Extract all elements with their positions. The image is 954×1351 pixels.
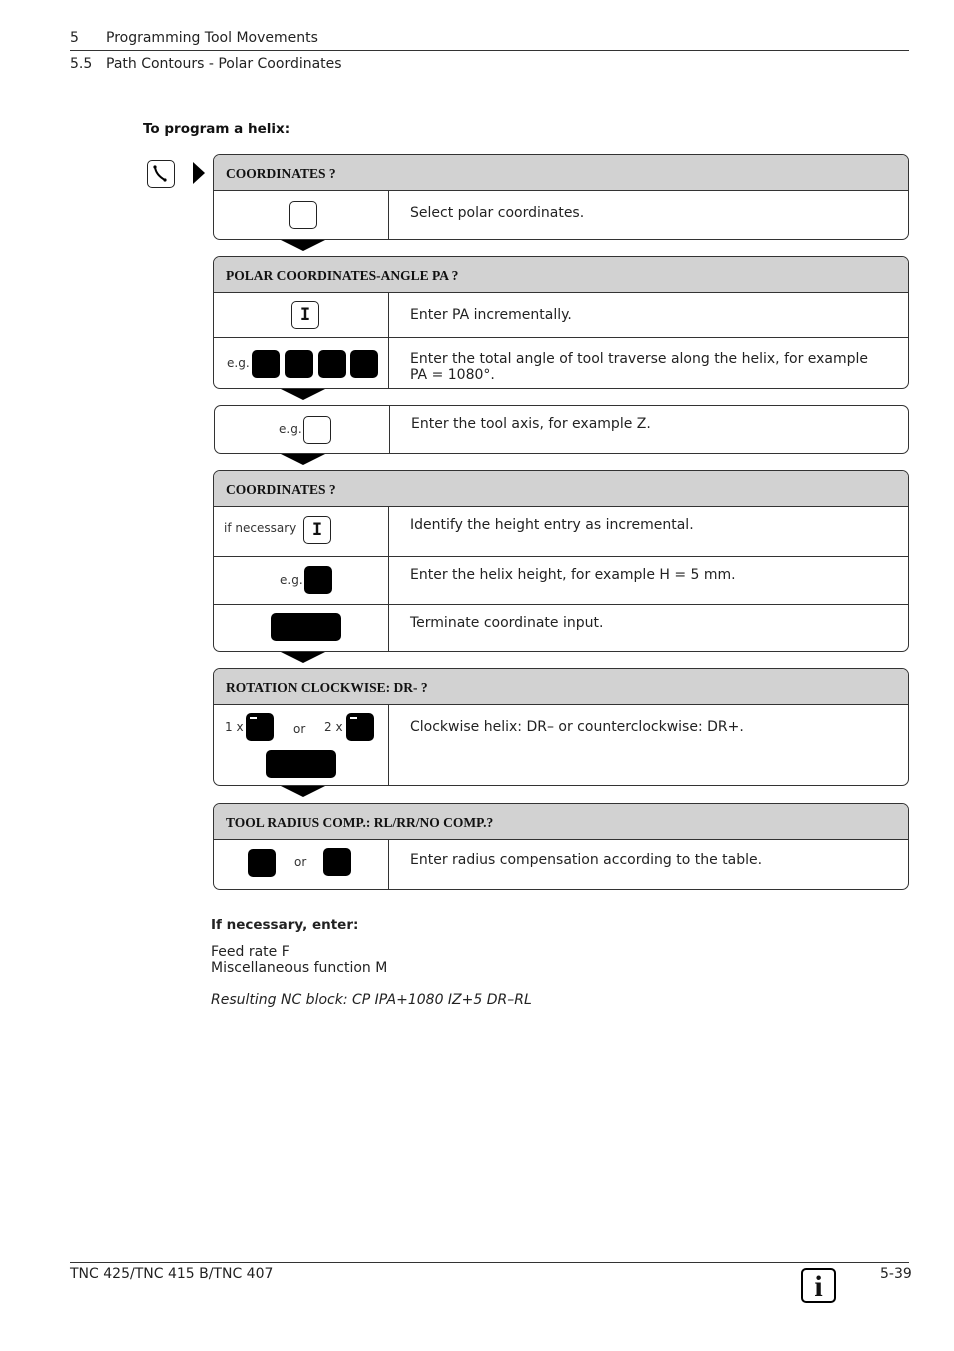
flow-arrow-icon (281, 786, 325, 797)
key-cell (214, 338, 389, 389)
digit-key[interactable] (252, 350, 280, 378)
row-description: Identify the height entry as incremental. (410, 517, 694, 533)
footer-rule (70, 1262, 909, 1263)
dialog-row (214, 337, 908, 389)
key-cell (214, 557, 389, 604)
resulting-nc-block: Resulting NC block: CP IPA+1080 IZ+5 DR–RL (211, 992, 532, 1008)
axis-key[interactable] (303, 416, 331, 444)
dialog-row (215, 406, 908, 453)
twice-label: 2 x (324, 720, 343, 734)
flow-arrow-icon (281, 389, 325, 400)
row-description: Terminate coordinate input. (410, 615, 604, 631)
end-block-key[interactable] (271, 613, 341, 641)
radius-right-key[interactable] (323, 848, 351, 876)
if-necessary-label: if necessary (224, 521, 297, 535)
digit-key[interactable] (350, 350, 378, 378)
eg-label: e.g. (227, 356, 250, 370)
dialog-coordinates-2 (213, 470, 909, 652)
chapter-title: Programming Tool Movements (106, 30, 318, 46)
description-line: PA = 1080°. (410, 367, 495, 383)
intro-heading: To program a helix: (143, 121, 291, 137)
dialog-title: COORDINATES ? (214, 471, 908, 507)
row-description: Enter the tool axis, for example Z. (411, 416, 651, 432)
dialog-title: ROTATION CLOCKWISE: DR- ? (214, 669, 908, 705)
dialog-tool-axis (214, 405, 909, 454)
incremental-key[interactable]: I (303, 516, 331, 544)
dialog-title: TOOL RADIUS COMP.: RL/RR/NO COMP.? (214, 804, 908, 840)
digit-key[interactable] (304, 566, 332, 594)
key-cell (214, 191, 389, 239)
digit-key[interactable] (318, 350, 346, 378)
dialog-row (214, 604, 908, 651)
feed-rate-line: Feed rate F (211, 944, 290, 960)
footer-model: TNC 425/TNC 415 B/TNC 407 (70, 1266, 274, 1282)
row-description: Enter PA incrementally. (410, 307, 572, 323)
header-rule (70, 50, 909, 51)
dialog-title: POLAR COORDINATES-ANGLE PA ? (214, 257, 908, 293)
dialog-row (214, 705, 908, 785)
radius-left-key[interactable] (248, 849, 276, 877)
digit-key[interactable] (285, 350, 313, 378)
info-icon: i (801, 1268, 836, 1303)
dialog-radius-comp (213, 803, 909, 890)
row-description: Enter the helix height, for example H = 5 mm. (410, 567, 736, 583)
dialog-title: COORDINATES ? (214, 155, 908, 191)
chapter-number: 5 (70, 30, 79, 46)
section-title: Path Contours - Polar Coordinates (106, 56, 342, 72)
dialog-row (214, 191, 908, 239)
dialog-coordinates-1 (213, 154, 909, 240)
dialog-row (214, 507, 908, 556)
description-line: Enter the total angle of tool traverse along the helix, for example (410, 351, 869, 367)
polar-key[interactable] (289, 201, 317, 229)
key-cell (215, 406, 390, 453)
eg-label: e.g. (279, 422, 302, 436)
incremental-key[interactable]: I (291, 301, 319, 329)
key-cell (214, 293, 389, 337)
row-description (389, 338, 908, 389)
once-label: 1 x (225, 720, 244, 734)
minus-key[interactable] (246, 713, 274, 741)
dialog-polar-angle (213, 256, 909, 389)
dialog-rotation (213, 668, 909, 786)
key-cell (214, 705, 389, 785)
minus-key[interactable] (346, 713, 374, 741)
key-cell (214, 507, 389, 556)
misc-function-line: Miscellaneous function M (211, 960, 388, 976)
if-necessary-heading: If necessary, enter: (211, 917, 359, 933)
flow-arrow-icon (281, 652, 325, 663)
path-function-key-icon (147, 160, 175, 188)
eg-label: e.g. (280, 573, 303, 587)
pointer-arrow-icon (193, 162, 205, 184)
end-block-key[interactable] (266, 750, 336, 778)
section-heading (70, 56, 342, 72)
row-description: Enter radius compensation according to the table. (410, 852, 763, 868)
key-cell (214, 605, 389, 651)
section-number: 5.5 (70, 56, 93, 72)
dialog-row (214, 293, 908, 337)
chapter-heading (70, 30, 318, 46)
row-description: Clockwise helix: DR– or counterclockwise: DR+. (410, 719, 744, 735)
or-label: or (293, 722, 306, 736)
page-number: 5-39 (880, 1266, 912, 1282)
row-description: Select polar coordinates. (410, 205, 585, 221)
flow-arrow-icon (281, 240, 325, 251)
dialog-row (214, 556, 908, 604)
key-cell (214, 840, 389, 889)
or-label: or (294, 855, 307, 869)
dialog-row (214, 840, 908, 889)
flow-arrow-icon (281, 454, 325, 465)
